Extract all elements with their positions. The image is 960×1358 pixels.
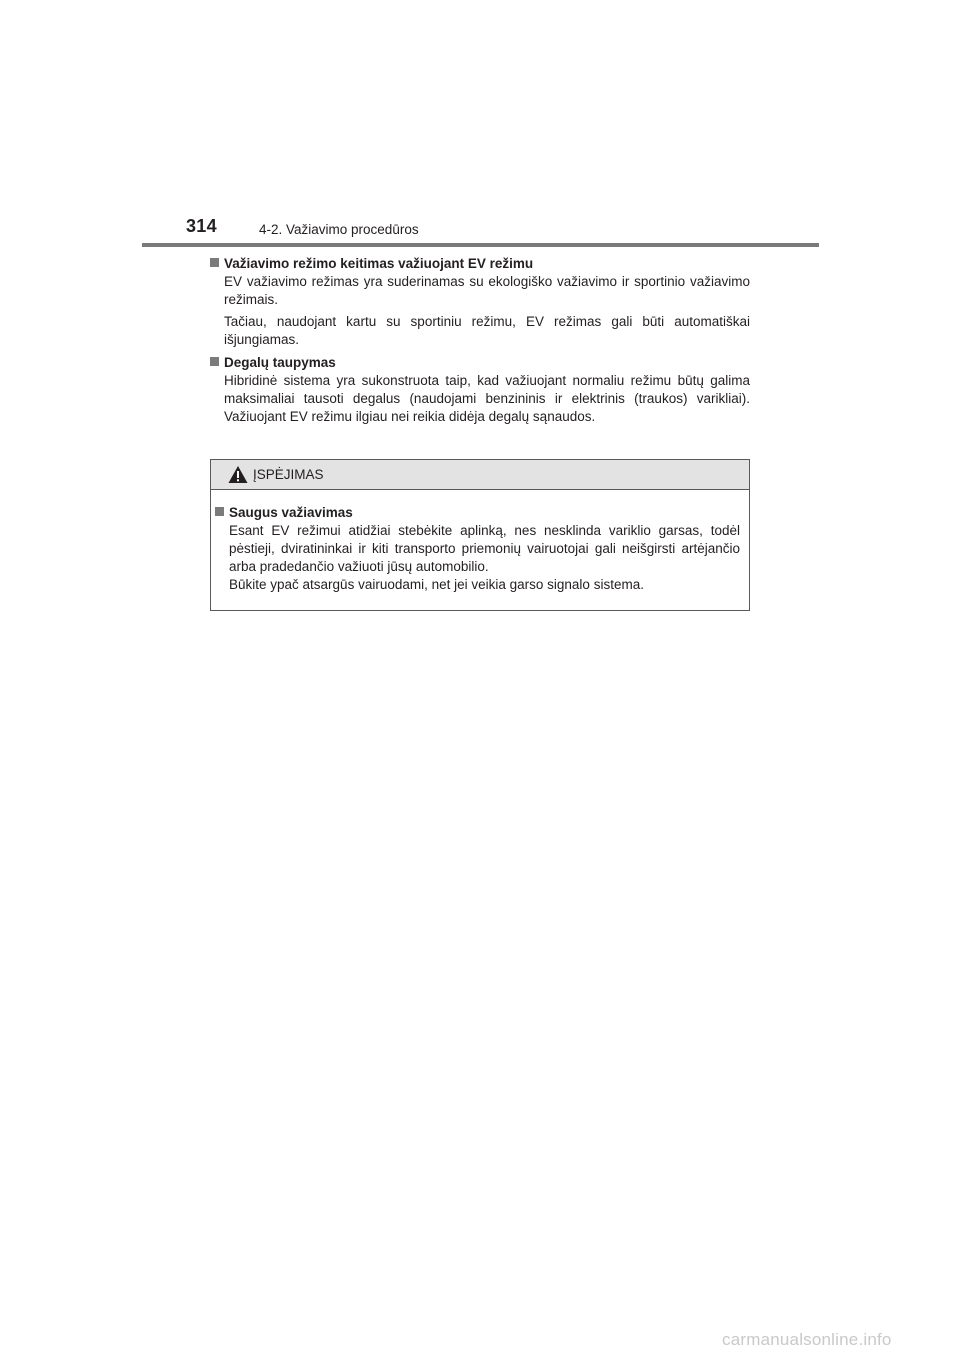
footer-watermark: carmanualsonline.info xyxy=(722,1330,892,1349)
header-divider xyxy=(142,243,819,247)
warning-header xyxy=(211,460,749,490)
warning-section xyxy=(215,503,740,594)
warning-body xyxy=(211,490,749,594)
section-ev-mode-switching xyxy=(210,254,750,349)
warning-triangle-icon xyxy=(228,465,248,484)
warning-box xyxy=(210,459,750,611)
square-bullet-icon xyxy=(210,357,219,366)
warning-paragraph: Esant EV režimui atidžiai stebėkite aplinką, nes nesklinda variklio garsas, todėl pėstieji, dviratininkai ir kiti transporto priemonių vairuotojai gali neišgirsti artėjančio arba pradedančio važiuoti jūsų automobilio. xyxy=(229,523,740,574)
section-heading: Važiavimo režimo keitimas važiuojant EV režimu xyxy=(224,256,534,271)
page-number: 314 xyxy=(186,216,217,236)
section-fuel-saving xyxy=(210,353,750,426)
square-bullet-icon xyxy=(215,507,224,516)
main-content xyxy=(210,254,750,430)
warning-heading: Saugus važiavimas xyxy=(229,505,353,520)
warning-title: ĮSPĖJIMAS xyxy=(253,467,324,482)
square-bullet-icon xyxy=(210,258,219,267)
section-paragraph: EV važiavimo režimas yra suderinamas su ekologiško važiavimo ir sportinio važiavimo režimais. xyxy=(224,274,750,307)
warning-paragraph: Būkite ypač atsargūs vairuodami, net jei veikia garso signalo sistema. xyxy=(229,577,644,592)
section-paragraph: Hibridinė sistema yra sukonstruota taip, kad važiuojant normaliu režimu būtų galima maksimaliai tausoti degalus (naudojami benzininis ir elektrinis (traukos) varikliai). Važiuojant EV režimu ilgiau nei reikia didėja degalų sąnaudos. xyxy=(224,373,750,424)
chapter-title: 4-2. Važiavimo procedūros xyxy=(259,222,419,237)
section-paragraph: Tačiau, naudojant kartu su sportiniu režimu, EV režimas gali būti automatiškai išjungiamas. xyxy=(224,314,750,347)
section-heading: Degalų taupymas xyxy=(224,355,336,370)
